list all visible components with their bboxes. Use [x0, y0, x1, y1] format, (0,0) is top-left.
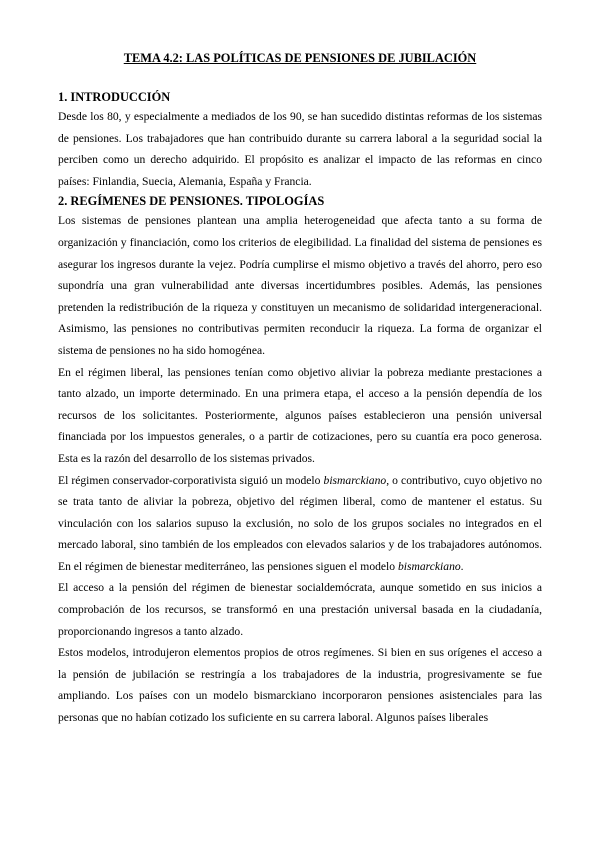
text-run: , o contributivo, cuyo objetivo no se trata tanto de aliviar la pobreza, objetivo del régimen liberal, como de mantener el estatus. Su vinculación con los salarios supuso la exclusión, no solo de los grupos sociales no integrados en el mercado laboral, sino también de los empleados con elevados salarios y de los trabajadores autónomos. En el régimen de bienestar mediterráneo, las pensiones siguen el modelo [58, 473, 542, 573]
paragraph-sistemas-pensiones: Los sistemas de pensiones plantean una amplia heterogeneidad que afecta tanto a su forma de organización y financiación, como los criterios de elegibilidad. La finalidad del sistema de pensiones es asegurar los ingresos durante la vejez. Podría cumplirse el mismo objetivo a través del ahorro, pero eso supondría una gran vulnerabilidad ante diversas incertidumbres posibles. Además, las pensiones pretenden la redistribución de la riqueza y constituyen un mecanismo de solidaridad intergeneracional. Asimismo, las pensiones no contributivas permiten reconducir la riqueza. La forma de organizar el sistema de pensiones no ha sido homogénea. [58, 214, 542, 357]
section-heading-regimenes: 2. REGÍMENES DE PENSIONES. TIPOLOGÍAS [58, 194, 325, 209]
document-title: TEMA 4.2: LAS POLÍTICAS DE PENSIONES DE JUBILACIÓN [123, 51, 477, 65]
document-page [58, 50, 542, 729]
text-run: . [460, 559, 464, 573]
italic-term: bismarckiano [323, 473, 387, 487]
paragraph-modelos: Estos modelos, introdujeron elementos propios de otros regímenes. Si bien en sus orígenes el acceso a la pensión de jubilación se restringía a los trabajadores de la industria, progresivamente se fue ampliando. Los países con un modelo bismarckiano incorporaron pensiones asistenciales para las personas que no habían cotizado los suficiente en su carrera laboral. Algunos países liberales [58, 646, 542, 725]
text-run: El régimen conservador-corporativista siguió un modelo [58, 473, 324, 487]
paragraph-regimen-socialdemocrata: El acceso a la pensión del régimen de bienestar socialdemócrata, aunque sometido en sus inicios a comprobación de los recursos, se transformó en una prestación universal basada en la ciudadanía, proporcionando ingresos a tanto alzado. [58, 581, 542, 638]
italic-term: bismarckiano [397, 559, 461, 573]
section-heading-introduccion: 1. INTRODUCCIÓN [58, 90, 171, 104]
paragraph-introduccion: Desde los 80, y especialmente a mediados de los 90, se han sucedido distintas reformas de los sistemas de pensiones. Los trabajadores que han contribuido durante su carrera laboral a la seguridad social la perciben como un derecho adquirido. El propósito es analizar el impacto de las reformas en cinco países: Finlandia, Suecia, Alemania, España y Francia. [58, 110, 542, 188]
paragraph-regimen-conservador [58, 470, 542, 578]
paragraph-regimen-liberal: En el régimen liberal, las pensiones tenían como objetivo aliviar la pobreza mediante prestaciones a tanto alzado, un importe determinado. En una primera etapa, el acceso a la pensión dependía de los recursos de los solicitantes. Posteriormente, algunos países establecieron una pensión universal financiada por los impuestos generales, o a partir de cotizaciones, pero su cuantía era poco generosa. Esta es la razón del desarrollo de los sistemas privados. [58, 365, 542, 465]
